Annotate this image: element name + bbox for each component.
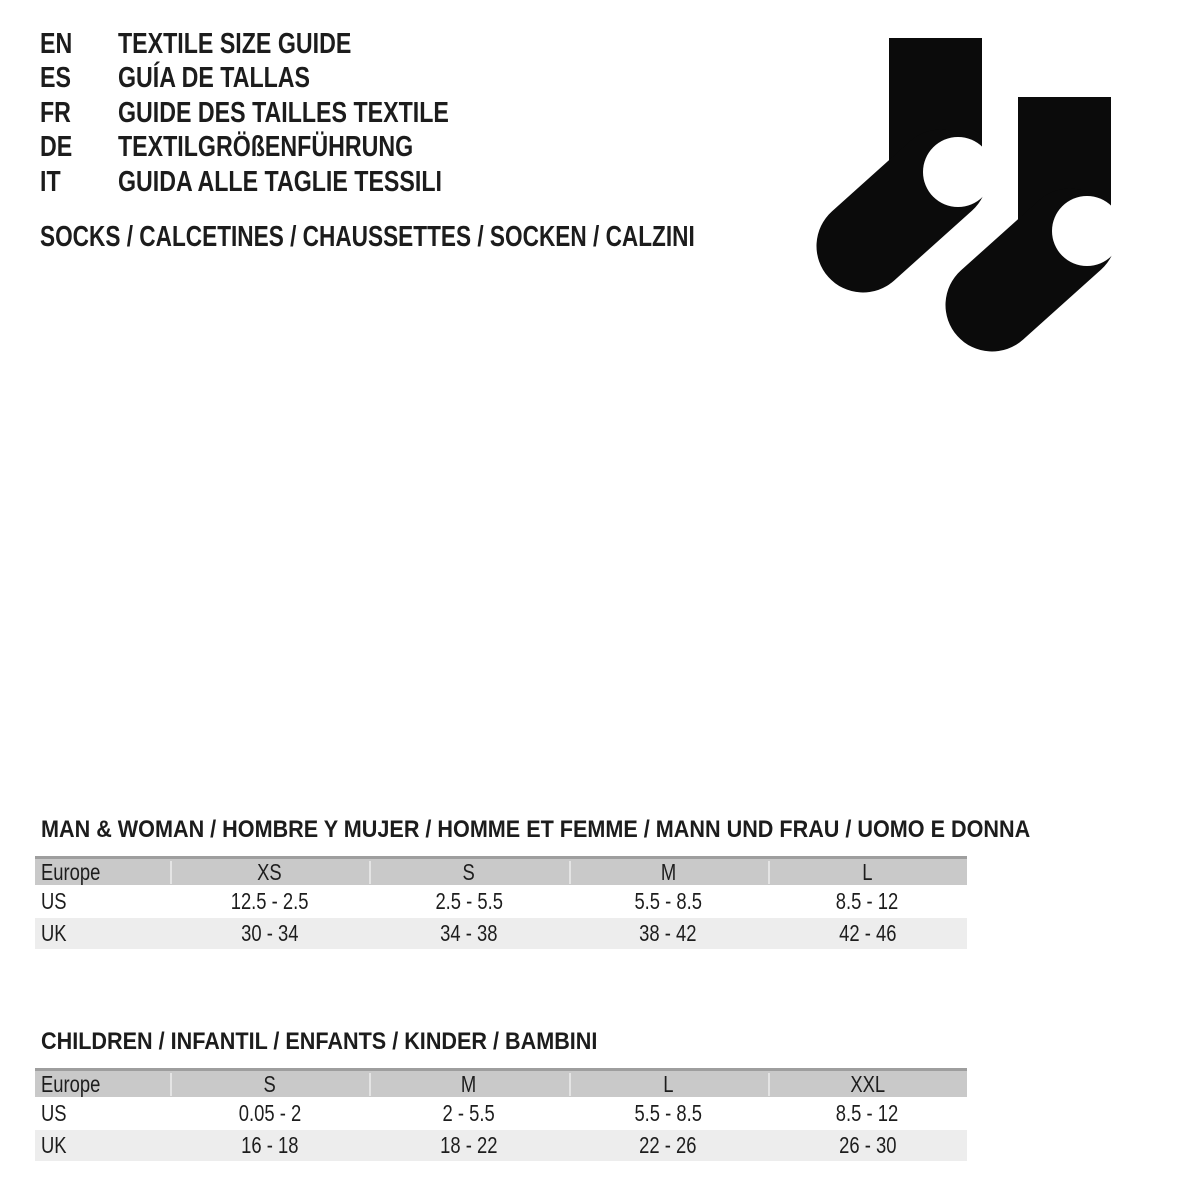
table-row-us [35, 885, 967, 918]
size-table-children [35, 1068, 967, 1161]
language-row-fr [40, 96, 532, 131]
size-cell: 5.5 - 8.5 [634, 888, 702, 914]
header-cell-size: XS [170, 861, 369, 884]
language-code: DE [40, 131, 73, 164]
table-header-row [35, 859, 967, 885]
header-cell-size: M [569, 861, 768, 884]
language-code: IT [40, 165, 61, 198]
header-cell-size: L [768, 861, 967, 884]
size-cell: 2 - 5.5 [442, 1100, 495, 1126]
language-list [40, 27, 532, 200]
size-table-adults [35, 856, 967, 949]
language-code: EN [40, 27, 73, 60]
header-cell-size: XXL [768, 1073, 967, 1096]
row-label: US [41, 888, 67, 914]
size-cell: 42 - 46 [838, 920, 897, 946]
size-cell: 12.5 - 2.5 [230, 888, 309, 914]
header-cell-size: M [369, 1073, 568, 1096]
size-cell: 18 - 22 [440, 1132, 498, 1158]
header-cell-region: Europe [41, 858, 101, 885]
language-label: TEXTILE SIZE GUIDE [118, 27, 352, 60]
language-label: GUÍA DE TALLAS [118, 62, 311, 95]
row-label: US [41, 1100, 67, 1126]
language-label: GUIDA ALLE TAGLIE TESSILI [118, 165, 442, 198]
size-cell: 8.5 - 12 [836, 888, 899, 914]
size-table-section-adults [35, 816, 1031, 949]
size-table-section-children [35, 1028, 967, 1161]
row-label: UK [41, 920, 67, 946]
size-cell: 0.05 - 2 [238, 1100, 301, 1126]
size-cell: 26 - 30 [838, 1132, 897, 1158]
language-label: TEXTILGRÖßENFÜHRUNG [118, 131, 414, 164]
size-cell: 34 - 38 [440, 920, 498, 946]
size-cell: 16 - 18 [240, 1132, 299, 1158]
size-cell: 22 - 26 [639, 1132, 697, 1158]
header-cell-size: S [369, 861, 568, 884]
table-title-children: CHILDREN / INFANTIL / ENFANTS / KINDER / BAMBINI [41, 1028, 598, 1055]
table-row-uk [35, 918, 967, 949]
table-row-uk [35, 1130, 967, 1161]
language-row-de [40, 131, 532, 166]
size-cell: 30 - 34 [240, 920, 299, 946]
language-label: GUIDE DES TAILLES TEXTILE [118, 96, 449, 129]
header-cell-size: S [170, 1073, 369, 1096]
socks-icon [820, 36, 1130, 356]
language-row-it [40, 165, 532, 200]
table-row-us [35, 1097, 967, 1130]
language-code: ES [40, 62, 71, 95]
header-cell-size: L [569, 1073, 768, 1096]
category-heading: SOCKS / CALCETINES / CHAUSSETTES / SOCKEN / CALZINI [40, 221, 695, 253]
header-cell-region: Europe [41, 1070, 101, 1097]
size-cell: 38 - 42 [639, 920, 697, 946]
table-title-adults: MAN & WOMAN / HOMBRE Y MUJER / HOMME ET FEMME / MANN UND FRAU / UOMO E DONNA [41, 816, 1031, 843]
size-cell: 2.5 - 5.5 [435, 888, 503, 914]
language-row-en [40, 27, 532, 62]
size-cell: 5.5 - 8.5 [634, 1100, 702, 1126]
row-label: UK [41, 1132, 67, 1158]
table-header-row [35, 1071, 967, 1097]
language-code: FR [40, 96, 71, 129]
size-cell: 8.5 - 12 [836, 1100, 899, 1126]
language-row-es [40, 62, 532, 97]
